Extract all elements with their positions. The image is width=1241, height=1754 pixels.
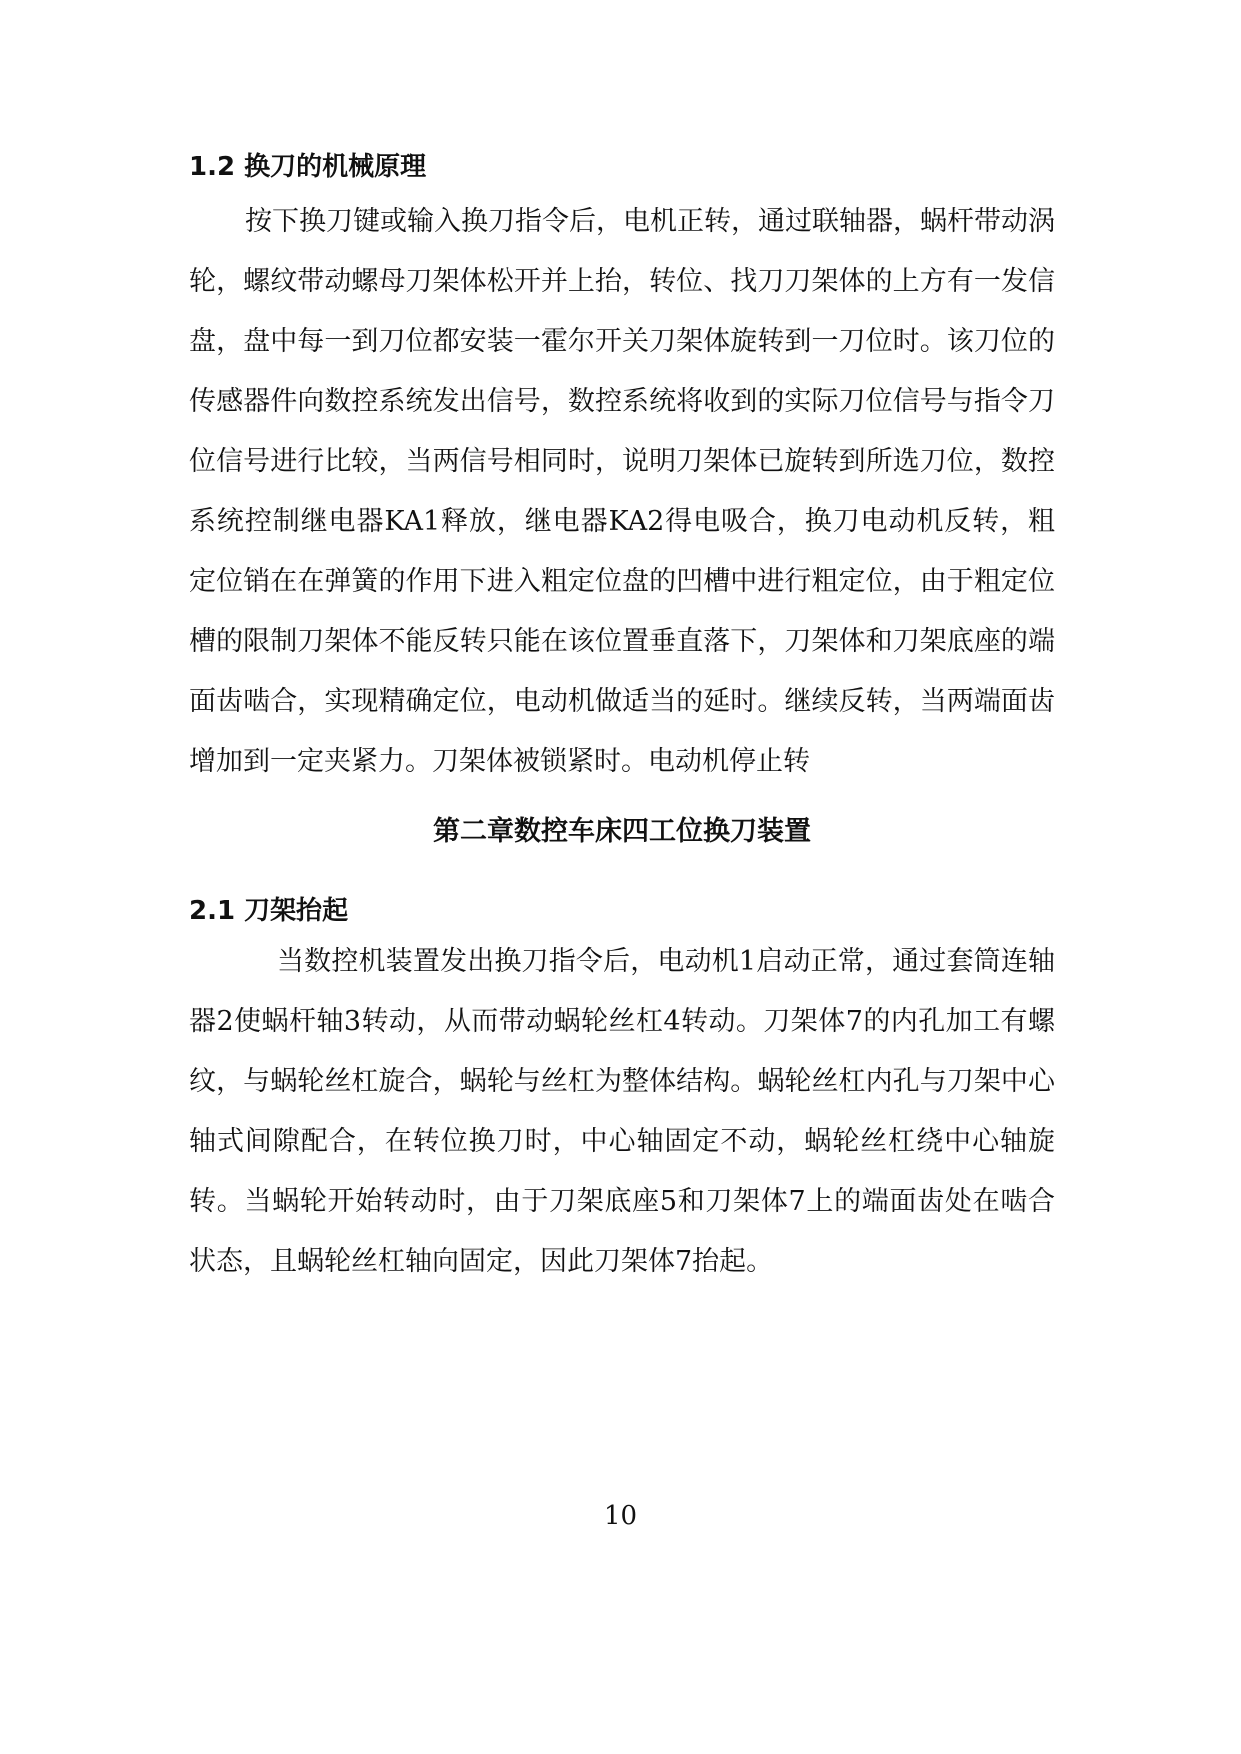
section-heading-1-2: 1.2 换刀的机械原理 (189, 152, 427, 182)
paragraph-2-1: 当数控机装置发出换刀指令后，电动机1启动正常，通过套筒连轴器2使蜗杆轴3转动，从而带动蜗轮丝杠4转动。刀架体7的内孔加工有螺纹，与蜗轮丝杠旋合，蜗轮与丝杠为整体结构。蜗轮丝杠内孔与刀架中心轴式间隙配合，在转位换刀时，中心轴固定不动，蜗轮丝杠绕中心轴旋转。当蜗轮开始转动时，由于刀架底座5和刀架体7上的端面齿处在啮合状态，且蜗轮丝杠轴向固定，因此刀架体7抬起。 (189, 946, 1055, 1277)
section-heading-2-1: 2.1 刀架抬起 (189, 896, 349, 926)
page-content (189, 150, 1055, 1292)
page-number: 10 (603, 1501, 638, 1531)
paragraph-1-2: 按下换刀键或输入换刀指令后，电机正转，通过联轴器，蜗杆带动涡轮，螺纹带动螺母刀架体松开并上抬，转位、找刀刀架体的上方有一发信盘，盘中每一到刀位都安装一霍尔开关刀架体旋转到一刀位时。该刀位的传感器件向数控系统发出信号，数控系统将收到的实际刀位信号与指令刀位信号进行比较，当两信号相同时，说明刀架体已旋转到所选刀位，数控系统控制继电器KA1释放，继电器KA2得电吸合，换刀电动机反转，粗定位销在在弹簧的作用下进入粗定位盘的凹槽中进行粗定位，由于粗定位槽的限制刀架体不能反转只能在该位置垂直落下，刀架体和刀架底座的端面齿啮合，实现精确定位，电动机做适当的延时。继续反转，当两端面齿增加到一定夹紧力。刀架体被锁紧时。电动机停止转 (189, 206, 1055, 777)
chapter-title: 第二章数控车床四工位换刀装置 (433, 816, 811, 847)
